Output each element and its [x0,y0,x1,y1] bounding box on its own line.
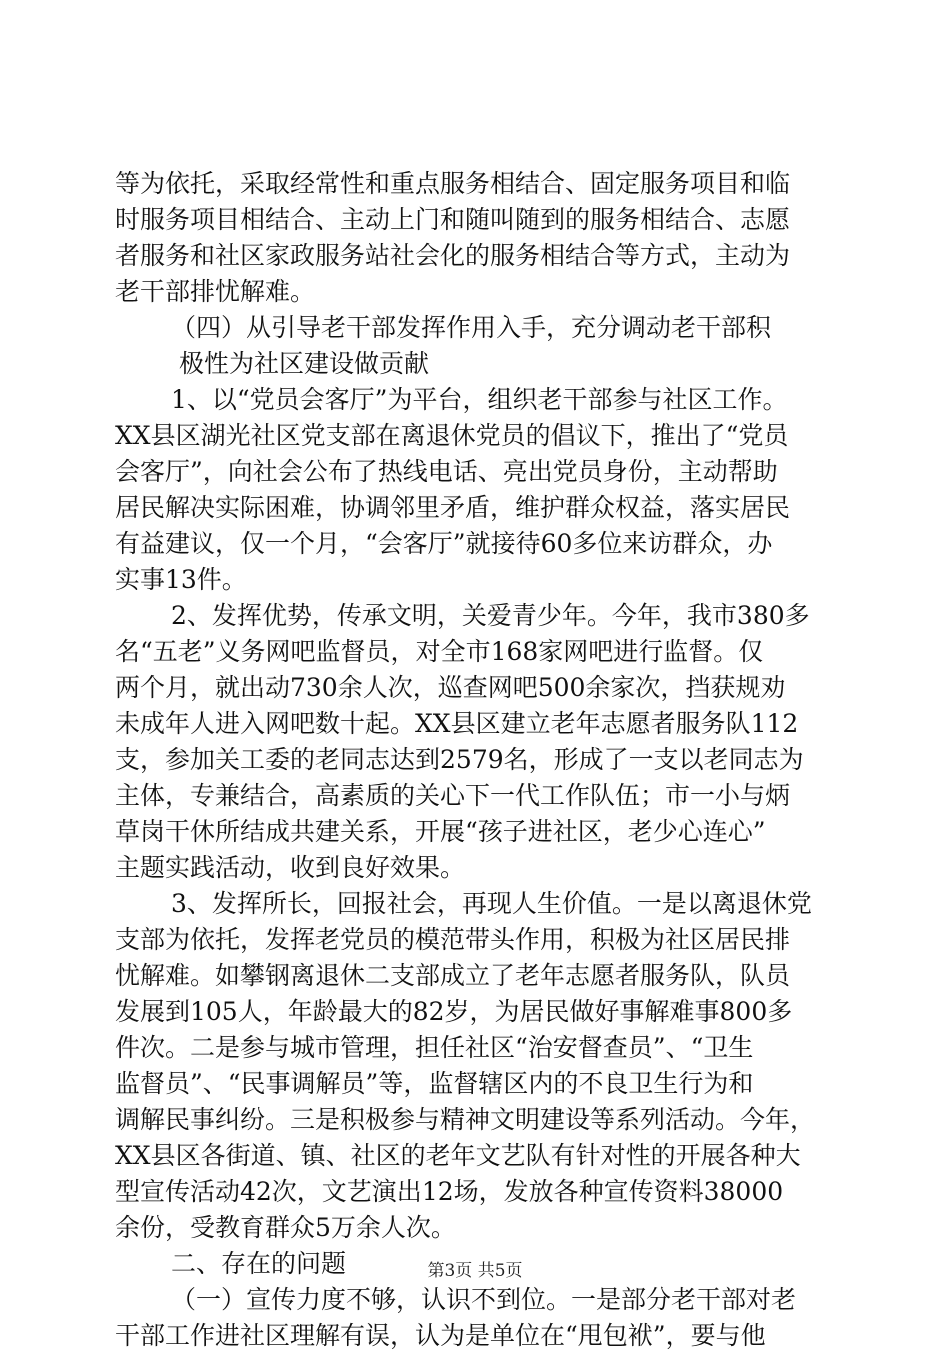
text-line: 调解民事纠纷。三是积极参与精神文明建设等系列活动。今年， [115,1105,816,1134]
page-footer: 第3页 共5页 [427,1261,523,1281]
paragraph-start: 3、发挥所长，回报社会，再现人生价值。一是以离退休党 [171,889,812,918]
text-line: 实事13件。 [115,565,247,594]
text-line: 主体，专兼结合，高素质的关心下一代工作队伍；市一小与炳 [115,781,791,810]
text-line: 余份，受教育群众5万余人次。 [115,1213,456,1242]
text-line: 老干部排忧解难。 [115,277,316,306]
text-line: 监督员”、“民事调解员”等，监督辖区内的不良卫生行为和 [115,1069,754,1098]
text-line: 干部工作进社区理解有误，认为是单位在“甩包袱”，要与他 [115,1321,766,1350]
text-line: 型宣传活动42次，文艺演出12场，发放各种宣传资料38000 [115,1177,784,1206]
text-line: 未成年人进入网吧数十起。XX县区建立老年志愿者服务队112 [115,709,799,738]
text-line: 忧解难。如攀钢离退休二支部成立了老年志愿者服务队，队员 [115,961,791,990]
text-line: 发展到105人，年龄最大的82岁，为居民做好事解难事800多 [115,997,793,1026]
text-line: 等为依托，采取经常性和重点服务相结合、固定服务项目和临 [115,169,791,198]
paragraph-start: （一）宣传力度不够，认识不到位。一是部分老干部对老 [171,1285,797,1314]
text-line: 草岗干休所结成共建关系，开展“孩子进社区，老少心连心” [115,817,766,846]
section-heading: 二、存在的问题 [171,1249,347,1278]
text-line: 名“五老”义务网吧监督员，对全市168家网吧进行监督。仅 [115,637,764,666]
text-line: 两个月，就出动730余人次，巡查网吧500余家次，挡获规劝 [115,673,786,702]
text-line: 有益建议，仅一个月，“会客厅”就接待60多位来访群众，办 [115,529,773,558]
text-line: 居民解决实际困难，协调邻里矛盾，维护群众权益，落实居民 [115,493,791,522]
section-heading: 极性为社区建设做贡献 [179,349,430,378]
text-line: 者服务和社区家政服务站社会化的服务相结合等方式，主动为 [115,241,791,270]
body-text [115,166,835,1354]
text-line: 支，参加关工委的老同志达到2579名，形成了一支以老同志为 [115,745,804,774]
text-line: 时服务项目相结合、主动上门和随叫随到的服务相结合、志愿 [115,205,791,234]
paragraph-start: 2、发挥优势，传承文明，关爱青少年。今年，我市380多 [171,601,810,630]
text-line: 会客厅”，向社会公布了热线电话、亮出党员身份，主动帮助 [115,457,778,486]
text-line: 支部为依托，发挥老党员的模范带头作用，积极为社区居民排 [115,925,791,954]
text-line: 主题实践活动，收到良好效果。 [115,853,466,882]
section-heading: （四）从引导老干部发挥作用入手，充分调动老干部积 [171,313,772,342]
text-line: 件次。二是参与城市管理，担任社区“治安督查员”、“卫生 [115,1033,754,1062]
paragraph-start: 1、以“党员会客厅”为平台，组织老干部参与社区工作。 [171,385,788,414]
text-line: XX县区湖光社区党支部在离退休党员的倡议下，推出了“党员 [115,421,789,450]
text-line: XX县区各街道、镇、社区的老年文艺队有针对性的开展各种大 [115,1141,801,1170]
